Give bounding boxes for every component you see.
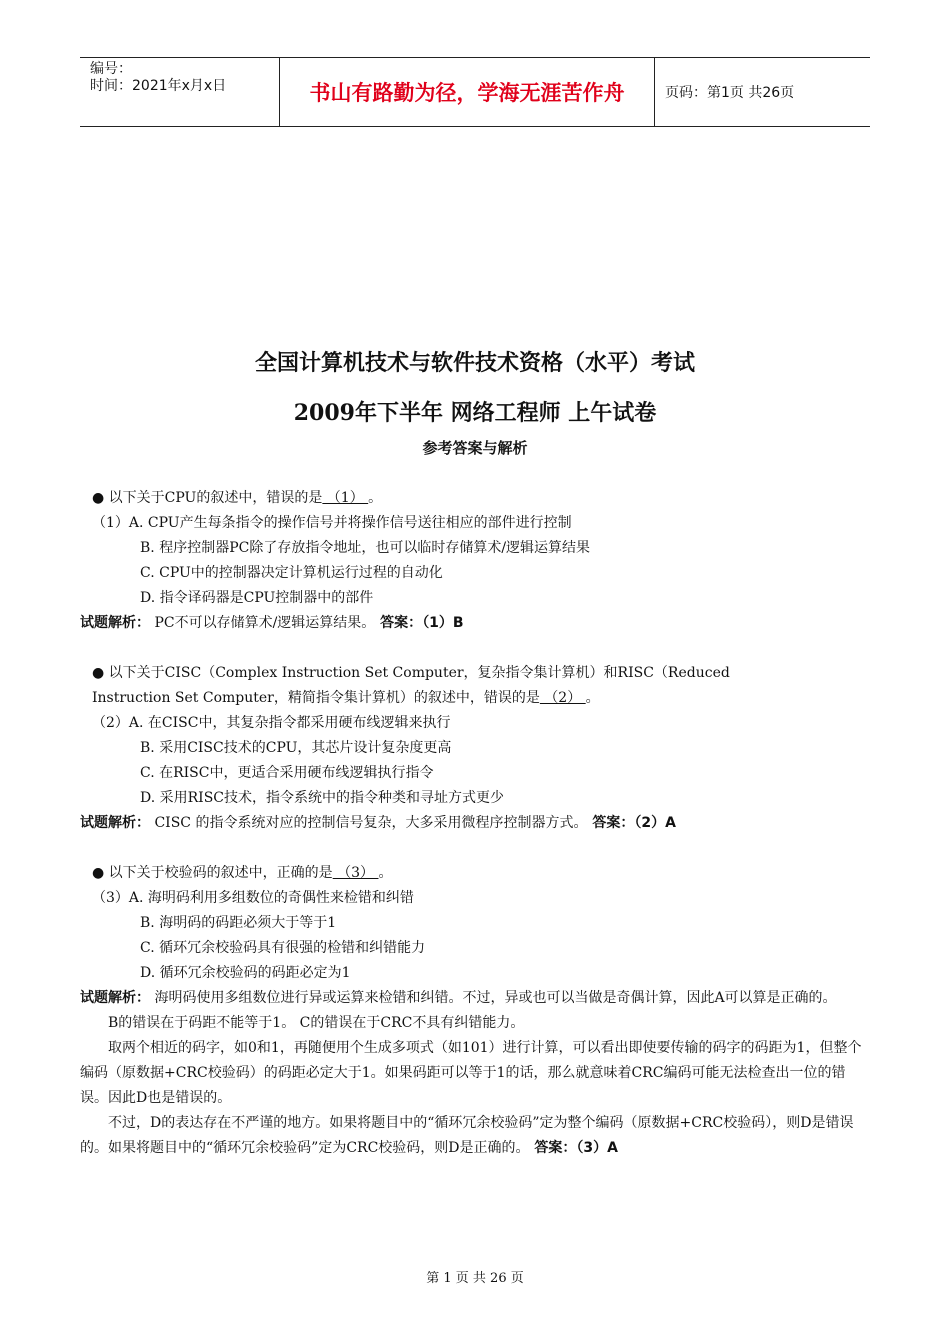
question-3-option-b: B. 海明码的码距必须大于等于1 [140, 915, 337, 931]
question-1-option-c: C. CPU中的控制器决定计算机运行过程的自动化 [140, 565, 443, 581]
question-1-stem: ● 以下关于CPU的叙述中，错误的是 （1） 。 [92, 490, 383, 506]
question-3-option-a: （3）A. 海明码利用多组数位的奇偶性来检错和纠错 [92, 890, 414, 906]
exam-title: 全国计算机技术与软件技术资格（水平）考试 [254, 350, 695, 376]
page-footer: 第 1 页 共 26 页 [426, 1271, 524, 1286]
question-1-analysis: 试题解析： PC不可以存储算术/逻辑运算结果。 答案：（1）B [80, 615, 464, 631]
question-1-option-b: B. 程序控制器PC除了存放指令地址，也可以临时存储算术/逻辑运算结果 [140, 540, 591, 556]
question-3-stem: ● 以下关于校验码的叙述中，正确的是 （3） 。 [92, 865, 393, 881]
question-3-analysis: 试题解析： 海明码使用多组数位进行异或运算来检错和纠错。不过，异或也可以当做是奇偶计算，因此A可以算是正确的。 [80, 990, 837, 1006]
question-3-option-d: D. 循环冗余校验码的码距必定为1 [140, 965, 351, 981]
time-label: 时间：2021年x月x日 [90, 78, 227, 94]
question-2-stem-line1: ● 以下关于CISC（Complex Instruction Set Computer，复杂指令集计算机）和RISC（Reduced [92, 665, 730, 681]
document-body [80, 486, 862, 1161]
header-page-info: 页码：第1页 共26页 [665, 85, 795, 101]
question-2-option-b: B. 采用CISC技术的CPU，其芯片设计复杂度更高 [140, 740, 452, 756]
question-2-option-d: D. 采用RISC技术，指令系统中的指令种类和寻址方式更少 [140, 790, 504, 806]
question-2-option-a: （2）A. 在CISC中，其复杂指令都采用硬布线逻辑来执行 [92, 715, 451, 731]
header-meta [80, 58, 280, 126]
question-1-option-a: （1）A. CPU产生每条指令的操作信号并将操作信号送往相应的部件进行控制 [92, 515, 572, 531]
number-label: 编号： [90, 61, 132, 77]
header-motto: 书山有路勤为径，学海无涯苦作舟 [280, 58, 655, 126]
question-3-analysis-para2: B的错误在于码距不能等于1。 C的错误在于CRC不具有纠错能力。 [108, 1015, 525, 1031]
question-3-analysis-para4: 不过，D的表达存在不严谨的地方。如果将题目中的“循环冗余校验码”定为整个编码（原数据+CRC校验码），则D是错误的。如果将题目中的“循环冗余校验码”定为CRC校验码，则D是正确的。 答案：（3）A [80, 1115, 854, 1156]
question-1-option-d: D. 指令译码器是CPU控制器中的部件 [140, 590, 374, 606]
question-3-option-c: C. 循环冗余校验码具有很强的检错和纠错能力 [140, 940, 426, 956]
question-2-stem-line2: Instruction Set Computer，精简指令集计算机）的叙述中，错误的是 （2） 。 [92, 690, 600, 706]
exam-subtitle: 2009年下半年 网络工程师 上午试卷 [293, 400, 657, 426]
question-2-option-c: C. 在RISC中，更适合采用硬布线逻辑执行指令 [140, 765, 434, 781]
section-heading: 参考答案与解析 [422, 439, 528, 457]
question-2-analysis: 试题解析： CISC 的指令系统对应的控制信号复杂，大多采用微程序控制器方式。 答案：（2）A [80, 815, 676, 831]
question-3-analysis-para3: 取两个相近的码字，如0和1，再随便用个生成多项式（如101）进行计算，可以看出即使要传输的码字的码距为1，但整个编码（原数据+CRC校验码）的码距必定大于1。如果码距可以等于1的话，那么就意味着CRC编码可能无法检查出一位的错误。因此D也是错误的。 [80, 1040, 862, 1106]
page-header [80, 57, 870, 127]
